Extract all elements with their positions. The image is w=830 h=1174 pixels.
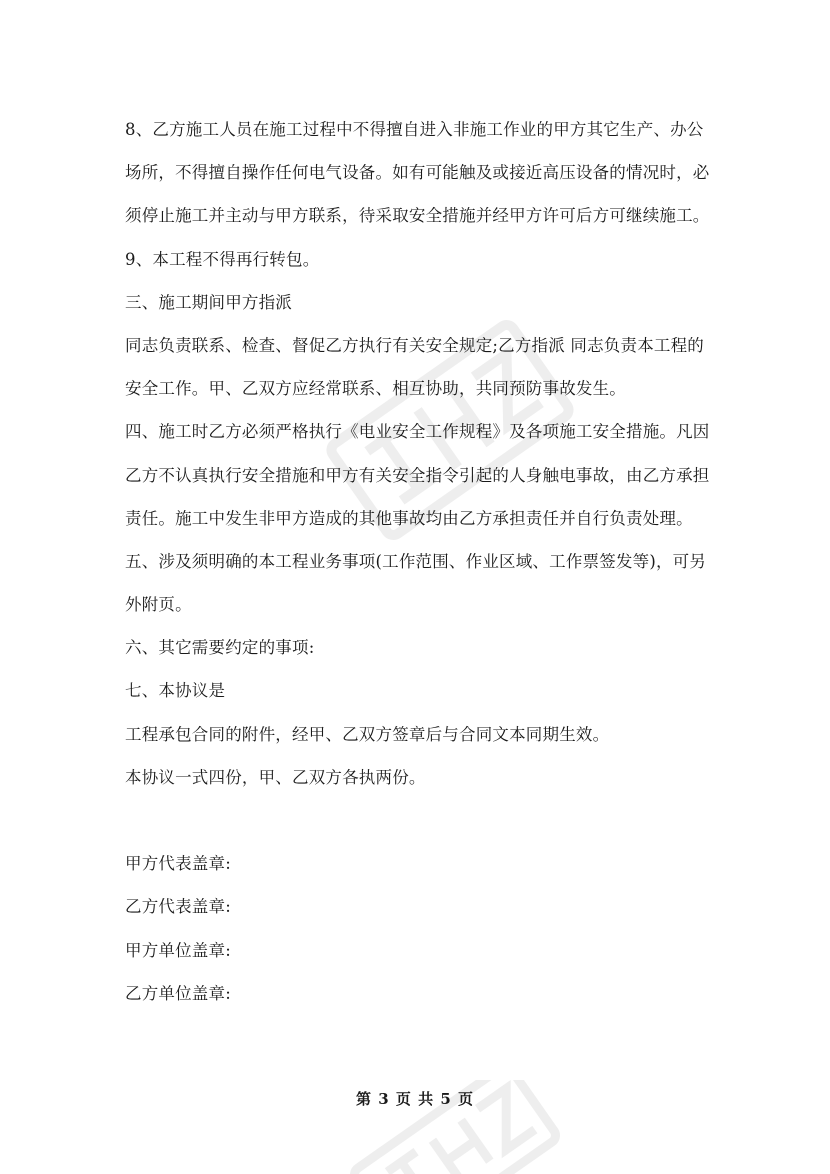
paragraph-line: 乙方不认真执行安全措施和甲方有关安全指令引起的人身触电事故，由乙方承担: [125, 465, 710, 485]
section-heading: 六、其它需要约定的事项:: [125, 638, 315, 658]
paragraph-line: 须停止施工并主动与甲方联系，待采取安全措施并经甲方许可后方可继续施工。: [125, 206, 710, 226]
signature-line: 乙方代表盖章:: [125, 897, 231, 917]
paragraph-line: 工程承包合同的附件，经甲、乙双方签章后与合同文本同期生效。: [125, 724, 610, 744]
paragraph-line: 五、涉及须明确的本工程业务事项(工作范围、作业区域、工作票签发等)，可另: [125, 551, 707, 571]
paragraph-line: 责任。施工中发生非甲方造成的其他事故均由乙方承担责任并自行负责处理。: [125, 508, 693, 528]
section-heading: 三、施工期间甲方指派: [125, 292, 292, 312]
paragraph-line: 外附页。: [125, 595, 192, 615]
paragraph-line: 场所，不得擅自操作任何电气设备。如有可能触及或接近高压设备的情况时，必: [125, 163, 710, 183]
paragraph-line: 本协议一式四份，甲、乙双方各执两份。: [125, 767, 426, 787]
paragraph-line: 8、乙方施工人员在施工过程中不得擅自进入非施工作业的甲方其它生产、办公: [125, 120, 704, 139]
signature-line: 甲方单位盖章:: [125, 940, 231, 960]
signature-line: 甲方代表盖章:: [125, 854, 231, 874]
signature-line: 乙方单位盖章:: [125, 983, 231, 1003]
paragraph-line: 四、施工时乙方必须严格执行《电业安全工作规程》及各项施工安全措施。凡因: [125, 422, 710, 442]
document-body: [125, 108, 715, 1015]
paragraph-line: 安全工作。甲、乙双方应经常联系、相互协助，共同预防事故发生。: [125, 379, 626, 399]
paragraph-line: 9、本工程不得再行转包。: [125, 249, 320, 269]
paragraph-line: 同志负责联系、检查、督促乙方执行有关安全规定;乙方指派 同志负责本工程的: [125, 335, 705, 355]
blank-line: [125, 799, 715, 842]
section-heading: 七、本协议是: [125, 681, 226, 701]
page-number: 第 3 页 共 5 页: [356, 1090, 474, 1108]
